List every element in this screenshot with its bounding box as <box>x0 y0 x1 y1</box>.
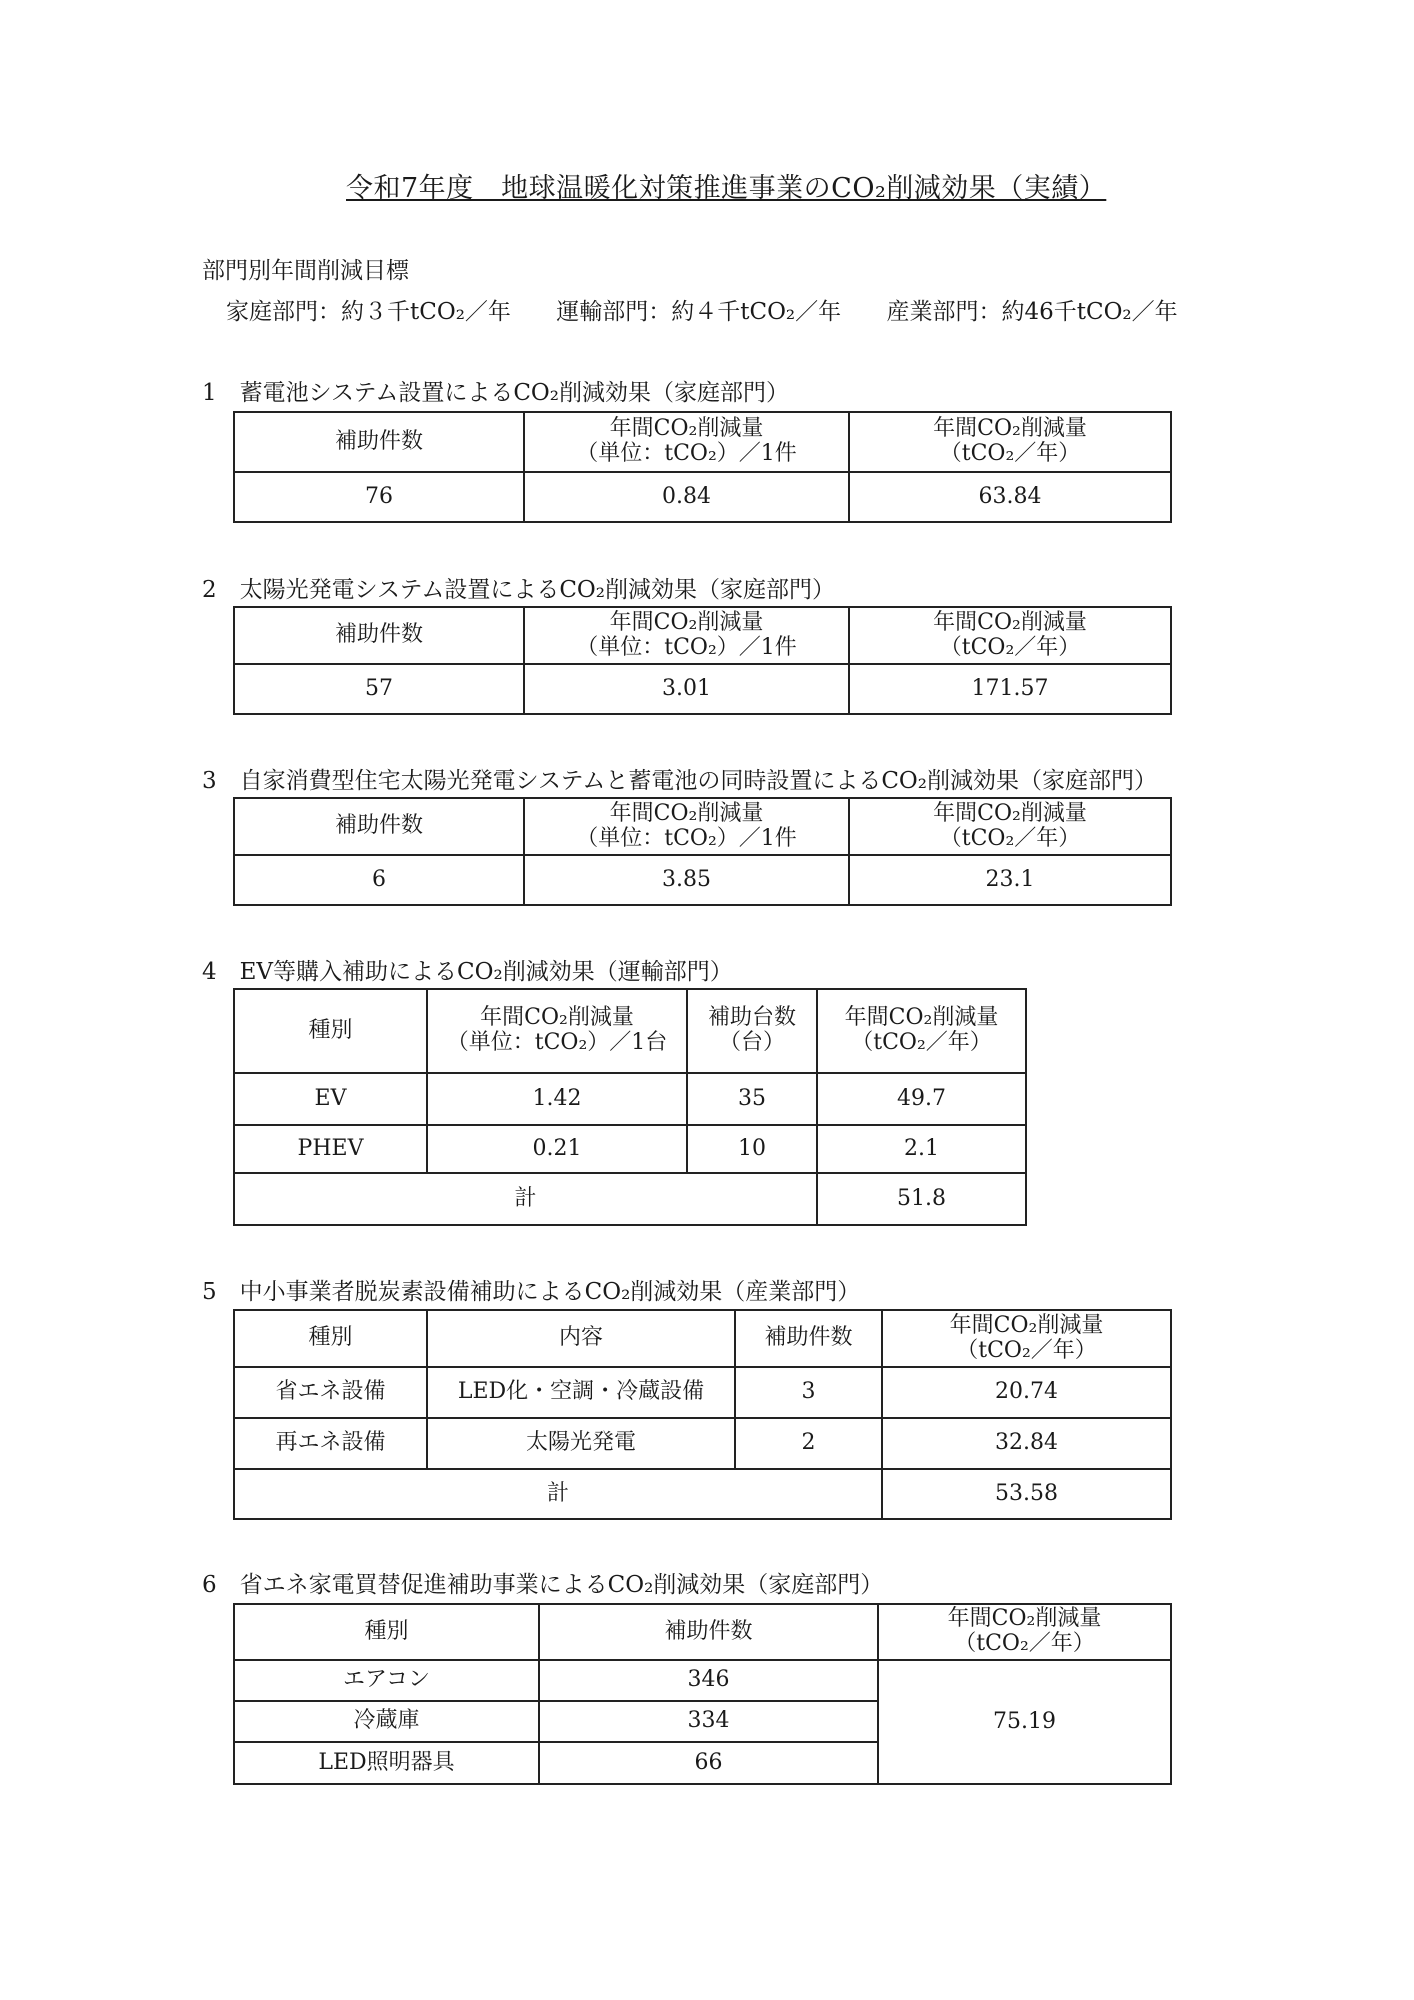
header-type: 種別 <box>234 989 427 1073</box>
total-row <box>234 1173 1026 1225</box>
target-industry: 産業部門：約46千tCO₂／年 <box>886 299 1178 325</box>
header-count: 補助件数 <box>234 607 524 664</box>
total-label: 計 <box>234 1173 817 1225</box>
annual-cell: 63.84 <box>849 472 1171 522</box>
ev-table <box>233 988 1027 1226</box>
header-per-unit: 年間CO₂削減量 （単位：tCO₂）／1件 <box>524 607 849 664</box>
targets-heading: 部門別年間削減目標 <box>202 258 409 284</box>
count-cell: 57 <box>234 664 524 714</box>
section-6-title: 6 省エネ家電買替促進補助事業によるCO₂削減効果（家庭部門） <box>202 1572 884 1598</box>
count-cell: 334 <box>539 1701 878 1742</box>
per-unit-cell: 0.21 <box>427 1125 687 1173</box>
section-1-title: 1 蓄電池システム設置によるCO₂削減効果（家庭部門） <box>202 380 790 406</box>
combined-table <box>233 797 1172 906</box>
table-row <box>234 1125 1026 1173</box>
annual-cell: 23.1 <box>849 855 1171 905</box>
total-row <box>234 1469 1171 1519</box>
battery-table <box>233 411 1172 523</box>
count-cell: 10 <box>687 1125 817 1173</box>
annual-cell: 49.7 <box>817 1073 1026 1125</box>
per-unit-cell: 3.01 <box>524 664 849 714</box>
count-cell: 346 <box>539 1660 878 1701</box>
header-annual: 年間CO₂削減量 （tCO₂／年） <box>849 607 1171 664</box>
type-cell: 冷蔵庫 <box>234 1701 539 1742</box>
type-cell: 省エネ設備 <box>234 1367 427 1418</box>
count-cell: 6 <box>234 855 524 905</box>
header-per-unit: 年間CO₂削減量 （単位：tCO₂）／1件 <box>524 412 849 472</box>
table-row <box>234 1367 1171 1418</box>
annual-cell: 2.1 <box>817 1125 1026 1173</box>
annual-cell: 20.74 <box>882 1367 1171 1418</box>
section-4-title: 4 EV等購入補助によるCO₂削減効果（運輸部門） <box>202 959 733 985</box>
header-annual: 年間CO₂削減量 （tCO₂／年） <box>849 412 1171 472</box>
annual-cell: 75.19 <box>878 1660 1171 1784</box>
header-vehicles: 補助台数 （台） <box>687 989 817 1073</box>
content-cell: LED化・空調・冷蔵設備 <box>427 1367 735 1418</box>
per-unit-cell: 0.84 <box>524 472 849 522</box>
header-count: 補助件数 <box>735 1310 882 1367</box>
section-2-title: 2 太陽光発電システム設置によるCO₂削減効果（家庭部門） <box>202 577 836 603</box>
targets-line <box>226 293 1178 326</box>
table-row <box>234 1418 1171 1469</box>
header-count: 補助件数 <box>234 798 524 855</box>
header-annual: 年間CO₂削減量 （tCO₂／年） <box>882 1310 1171 1367</box>
content-cell: 太陽光発電 <box>427 1418 735 1469</box>
annual-cell: 171.57 <box>849 664 1171 714</box>
target-transport: 運輸部門：約４千tCO₂／年 <box>556 299 842 325</box>
type-cell: 再エネ設備 <box>234 1418 427 1469</box>
sme-table <box>233 1309 1172 1520</box>
count-cell: 2 <box>735 1418 882 1469</box>
count-cell: 66 <box>539 1742 878 1784</box>
header-annual: 年間CO₂削減量 （tCO₂／年） <box>849 798 1171 855</box>
per-unit-cell: 3.85 <box>524 855 849 905</box>
document-title: 令和7年度 地球温暖化対策推進事業のCO₂削減効果（実績） <box>346 173 1107 204</box>
type-cell: LED照明器具 <box>234 1742 539 1784</box>
annual-cell: 32.84 <box>882 1418 1171 1469</box>
count-cell: 35 <box>687 1073 817 1125</box>
type-cell: EV <box>234 1073 427 1125</box>
section-3-title: 3 自家消費型住宅太陽光発電システムと蓄電池の同時設置によるCO₂削減効果（家庭部門） <box>202 768 1158 794</box>
header-annual: 年間CO₂削減量 （tCO₂／年） <box>878 1604 1171 1660</box>
total-value: 51.8 <box>817 1173 1026 1225</box>
header-count: 補助件数 <box>234 412 524 472</box>
header-type: 種別 <box>234 1604 539 1660</box>
target-household: 家庭部門：約３千tCO₂／年 <box>226 299 511 325</box>
total-value: 53.58 <box>882 1469 1171 1519</box>
section-5-title: 5 中小事業者脱炭素設備補助によるCO₂削減効果（産業部門） <box>202 1279 861 1305</box>
total-label: 計 <box>234 1469 882 1519</box>
type-cell: エアコン <box>234 1660 539 1701</box>
solar-table <box>233 606 1172 715</box>
header-per-unit: 年間CO₂削減量 （単位：tCO₂）／1台 <box>427 989 687 1073</box>
header-content: 内容 <box>427 1310 735 1367</box>
count-cell: 3 <box>735 1367 882 1418</box>
count-cell: 76 <box>234 472 524 522</box>
header-per-unit: 年間CO₂削減量 （単位：tCO₂）／1件 <box>524 798 849 855</box>
table-row <box>234 1660 1171 1701</box>
appliance-table <box>233 1603 1172 1785</box>
header-count: 補助件数 <box>539 1604 878 1660</box>
header-type: 種別 <box>234 1310 427 1367</box>
type-cell: PHEV <box>234 1125 427 1173</box>
per-unit-cell: 1.42 <box>427 1073 687 1125</box>
header-annual: 年間CO₂削減量 （tCO₂／年） <box>817 989 1026 1073</box>
table-row <box>234 1073 1026 1125</box>
